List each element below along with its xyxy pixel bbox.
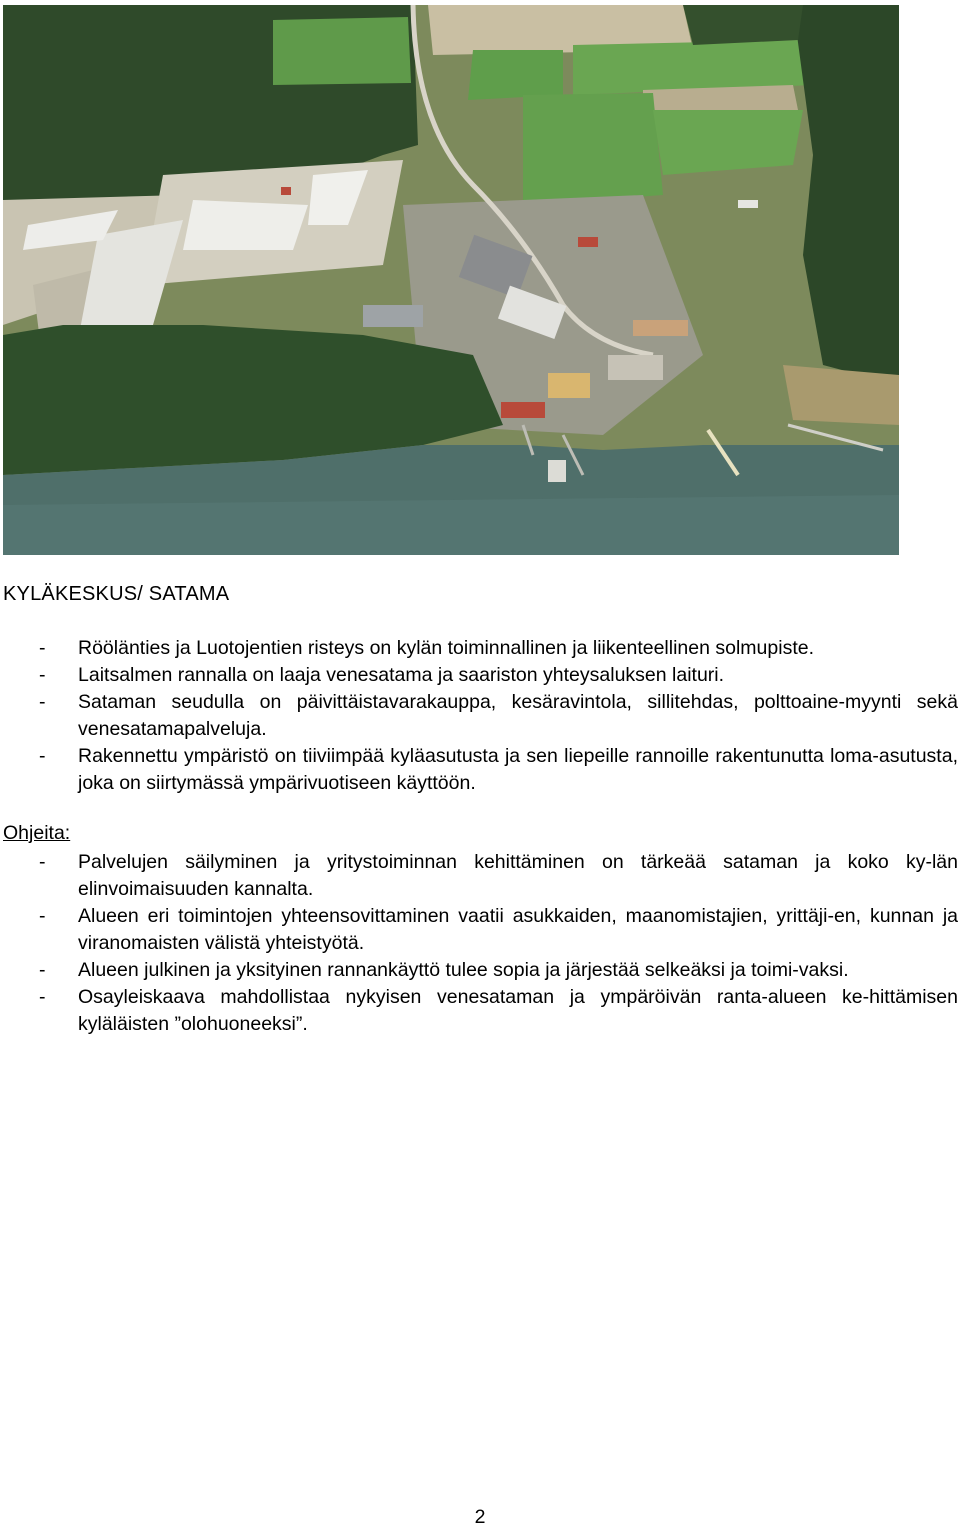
page-number: 2 (474, 1506, 486, 1528)
aerial-photo-drawing (3, 5, 899, 555)
bullet-dash: - (39, 745, 46, 767)
bullet-text: Alueen eri toimintojen yhteensovittaminen vaatii asukkaiden, maanomistajien, yrittäji-en, kunnan ja viranomaisten välistä yhteistyötä. (78, 905, 958, 954)
bullet-text: Palvelujen säilyminen ja yritystoiminnan kehittäminen on tärkeää sataman ja koko ky-län elinvoimaisuuden kannalta. (78, 851, 958, 900)
list-item (0, 849, 960, 903)
list-item (0, 689, 960, 743)
guidance-bullet-list (0, 849, 960, 1038)
bullet-dash: - (39, 905, 46, 927)
list-item (0, 635, 960, 662)
list-item (0, 662, 960, 689)
bullet-dash: - (39, 637, 46, 659)
bullet-dash: - (39, 851, 46, 873)
bullet-text: Rakennettu ympäristö on tiiviimpää kyläasutusta ja sen liepeille rannoille rakentunutta loma-asutusta, joka on siirtymässä ympärivuotiseen käyttöön. (78, 745, 958, 794)
bullet-dash: - (39, 664, 46, 686)
bullet-dash: - (39, 986, 46, 1008)
section-bullet-list (0, 635, 960, 797)
bullet-text: Röölänties ja Luotojentien risteys on kylän toiminnallinen ja liikenteellinen solmupiste. (78, 637, 815, 659)
section-title: KYLÄKESKUS/ SATAMA (3, 583, 230, 605)
aerial-photo (3, 5, 899, 555)
list-item (0, 984, 960, 1038)
bullet-text: Osayleiskaava mahdollistaa nykyisen venesataman ja ympäröivän ranta-alueen ke-hittämisen kyläläisten ”olohuoneeksi”. (78, 986, 958, 1035)
list-item (0, 903, 960, 957)
bullet-text: Laitsalmen rannalla on laaja venesatama ja saariston yhteysaluksen laituri. (78, 664, 725, 686)
bullet-dash: - (39, 959, 46, 981)
bullet-dash: - (39, 691, 46, 713)
guidance-title: Ohjeita: (3, 822, 71, 844)
bullet-text: Sataman seudulla on päivittäistavarakauppa, kesäravintola, sillitehdas, polttoaine-myynti sekä venesatamapalveluja. (78, 691, 958, 740)
list-item (0, 957, 960, 984)
list-item (0, 743, 960, 797)
bullet-text: Alueen julkinen ja yksityinen rannankäyttö tulee sopia ja järjestää selkeäksi ja toimi-vaksi. (78, 959, 849, 981)
